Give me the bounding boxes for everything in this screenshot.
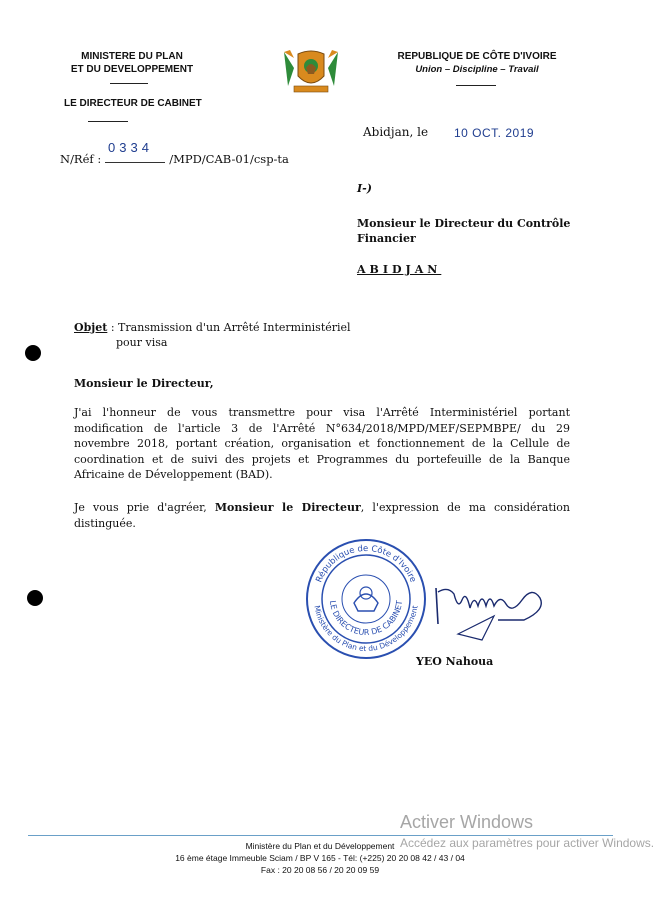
republic-header (392, 50, 562, 76)
punch-hole (27, 590, 43, 606)
closing-bold: Monsieur le Directeur (214, 501, 361, 514)
director-title: LE DIRECTEUR DE CABINET (64, 98, 202, 109)
footer-line-1: Ministère du Plan et du Développement (245, 841, 395, 851)
recipient-index: I-) (357, 182, 372, 195)
handwritten-signature (428, 580, 548, 644)
official-stamp (304, 537, 428, 661)
stamped-date: 10 OCT. 2019 (454, 126, 535, 140)
coat-of-arms-emblem (280, 46, 342, 96)
ministry-name (62, 50, 202, 76)
closing-start: Je vous prie d'agréer, (74, 501, 215, 514)
closing-end: , l'expression de ma considération distinguée. (74, 501, 570, 530)
footer-line-2: 16 ème étage Immeuble Sciam / BP V 165 - Tél: (+225) 20 20 08 42 / 43 / 04 (175, 853, 465, 863)
signer-name: YEO Nahoua (416, 655, 494, 668)
reference-line (60, 152, 289, 166)
date-place: Abidjan, le (363, 125, 429, 139)
ministry-line-1: MINISTERE DU PLAN (81, 51, 183, 62)
body-paragraph-1: J'ai l'honneur de vous transmettre pour visa l'Arrêté Interministériel portant modification de l'article 3 de l'Arrêté N°634/2018/MPD/MEF/SEPMBPE/ du 29 novembre 2018, portant création, organisation et fonctionnement de la Cellule de coordination et de suivi des projets et Programmes du portefeuille de la Banque Africaine de Développement (BAD). (74, 406, 570, 481)
header-divider (456, 85, 496, 86)
subject-line-2: pour visa (116, 336, 168, 349)
national-motto: Union – Discipline – Travail (415, 64, 539, 75)
reference-suffix: /MPD/CAB-01/csp-ta (169, 152, 289, 166)
reference-blank (105, 152, 165, 163)
republic-name: REPUBLIQUE DE CÔTE D'IVOIRE (397, 51, 557, 62)
stamp-outer-bottom-text: Ministère du Plan et du Développement (312, 604, 420, 654)
punch-hole (25, 345, 41, 361)
subject-line-1: : Transmission d'un Arrêté Interministériel (110, 321, 351, 334)
recipient-title: Monsieur le Directeur du Contrôle Financier (357, 217, 571, 245)
activation-watermark-subtitle: Accédez aux paramètres pour activer Windows. (400, 836, 654, 850)
ministry-line-2: ET DU DEVELOPPEMENT (70, 64, 194, 75)
subject (74, 320, 351, 350)
reference-label: N/Réf : (60, 152, 102, 166)
reference-number: 0334 (108, 140, 153, 155)
stamp-outer-top-text: République de Côte d'Ivoire (314, 543, 418, 584)
subject-label: Objet (74, 321, 108, 334)
stamp-inner-text: LE DIRECTEUR DE CABINET (327, 599, 405, 638)
recipient-city: ABIDJAN (357, 263, 442, 276)
closing-paragraph (74, 500, 570, 531)
salutation: Monsieur le Directeur, (74, 377, 214, 390)
header-divider (110, 83, 148, 84)
activation-watermark-title: Activer Windows (400, 812, 534, 832)
footer-line-3: Fax : 20 20 08 56 / 20 20 09 59 (260, 865, 380, 875)
header-divider (88, 121, 128, 122)
